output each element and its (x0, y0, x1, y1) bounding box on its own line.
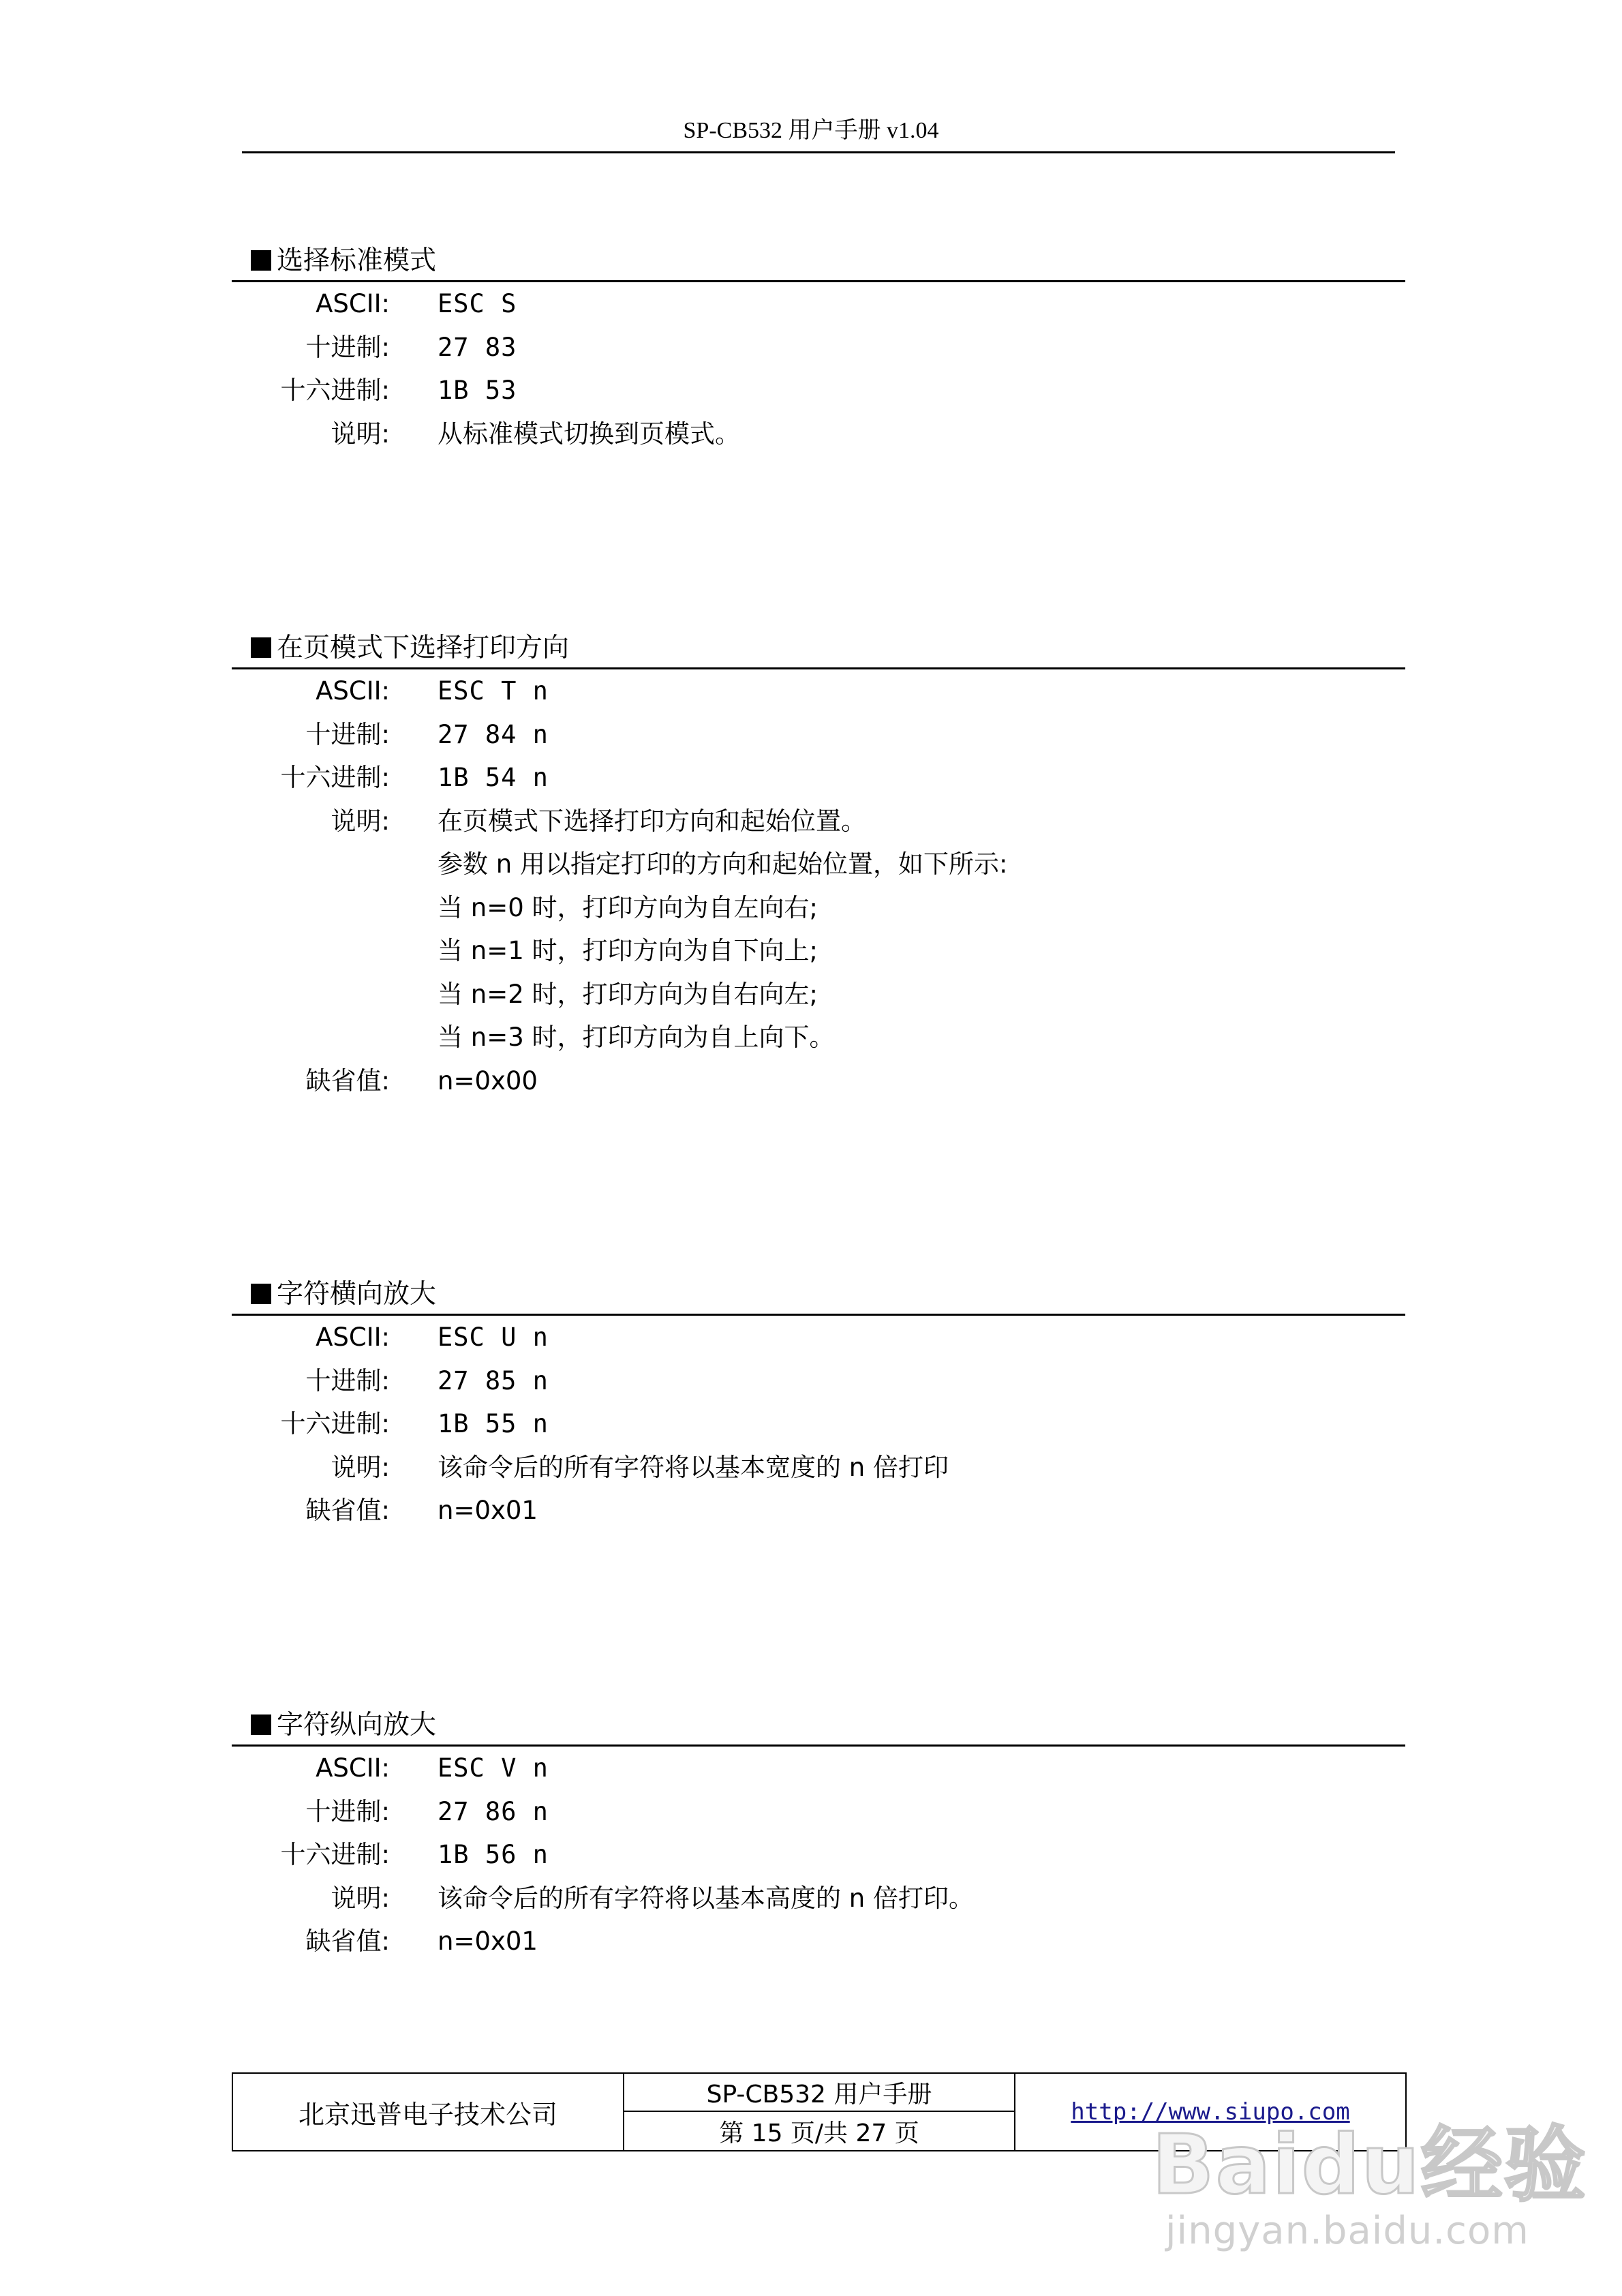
row-value: ESC U n (438, 1323, 549, 1352)
section-page-mode-print-direction (232, 631, 1405, 1102)
row-label: 十进制: (305, 1796, 390, 1826)
row-value: 1B 55 n (438, 1409, 549, 1438)
section-title: 在页模式下选择打印方向 (277, 633, 570, 663)
row-label: 缺省值: (305, 1496, 390, 1525)
hex-row (232, 1402, 1405, 1446)
decimal-row (232, 1359, 1405, 1403)
row-label: 十六进制: (280, 1840, 390, 1869)
footer-page-number: 第 15 页/共 27 页 (719, 2119, 919, 2147)
header-title: SP-CB532 用户手册 v1.04 (683, 118, 939, 143)
ascii-row (232, 669, 1405, 713)
watermark-brand: Baidu经验 (1152, 2118, 1587, 2213)
square-bullet-icon (251, 1284, 271, 1304)
row-value: 1B 56 n (438, 1840, 549, 1869)
description-row (232, 1877, 1405, 1920)
row-value: 从标准模式切换到页模式。 (438, 419, 740, 449)
square-bullet-icon (251, 250, 271, 271)
row-label: 说明: (331, 419, 390, 449)
row-value: 27 85 n (438, 1365, 549, 1395)
row-value: 在页模式下选择打印方向和起始位置。 (438, 806, 866, 836)
row-label: ASCII: (316, 1323, 390, 1352)
row-label: ASCII: (316, 1753, 390, 1783)
row-value: 27 83 (438, 332, 517, 362)
row-value: 27 84 n (438, 719, 549, 749)
row-value: ESC T n (438, 676, 549, 706)
row-value: ESC V n (438, 1753, 549, 1783)
decimal-row (232, 713, 1405, 757)
description-row (232, 1446, 1405, 1490)
row-label: 说明: (331, 1883, 390, 1913)
description-line (232, 929, 1405, 973)
footer-manual-title: SP-CB532 用户手册 (624, 2074, 1014, 2112)
section-title: 字符纵向放大 (277, 1710, 437, 1740)
default-value-row (232, 1920, 1405, 1963)
default-value-row (232, 1489, 1405, 1532)
ascii-row (232, 282, 1405, 326)
row-value: n=0x01 (438, 1927, 538, 1956)
row-label: 十六进制: (280, 763, 390, 792)
description-line (232, 973, 1405, 1016)
footer-manual-cell (624, 2074, 1015, 2150)
row-label: 说明: (331, 806, 390, 836)
hex-row (232, 756, 1405, 800)
row-value: 当 n=2 时，打印方向为自右向左; (438, 979, 818, 1009)
decimal-row (232, 326, 1405, 369)
footer-company: 北京迅普电子技术公司 (233, 2074, 624, 2150)
hex-row (232, 369, 1405, 412)
row-value: 27 86 n (438, 1796, 549, 1826)
row-label: 十进制: (305, 332, 390, 362)
row-label: 缺省值: (305, 1927, 390, 1956)
default-value-row (232, 1059, 1405, 1103)
footer-url-link[interactable]: http://www.siupo.com (1071, 2098, 1350, 2126)
row-value: 当 n=3 时，打印方向为自上向下。 (438, 1023, 835, 1052)
description-line (232, 843, 1405, 886)
baidu-watermark (1152, 2100, 1615, 2263)
row-label: 十六进制: (280, 376, 390, 405)
description-line (232, 1016, 1405, 1059)
row-value: 当 n=0 时，打印方向为自左向右; (438, 892, 818, 922)
row-label: 十进制: (305, 719, 390, 749)
section-heading (232, 1277, 1405, 1312)
square-bullet-icon (251, 637, 271, 658)
section-vertical-enlarge (232, 1708, 1405, 1963)
section-title: 字符横向放大 (277, 1279, 437, 1310)
ascii-row (232, 1747, 1405, 1790)
row-label: 说明: (331, 1452, 390, 1482)
section-title: 选择标准模式 (277, 245, 437, 276)
row-value: 该命令后的所有字符将以基本宽度的 n 倍打印 (438, 1452, 949, 1482)
section-heading (232, 1708, 1405, 1743)
description-row (232, 800, 1405, 843)
row-value: ESC S (438, 289, 517, 318)
square-bullet-icon (251, 1715, 271, 1735)
hex-row (232, 1833, 1405, 1877)
description-row (232, 412, 1405, 456)
decimal-row (232, 1790, 1405, 1834)
row-value: n=0x01 (438, 1496, 538, 1525)
header-rule (242, 151, 1395, 153)
row-label: ASCII: (316, 289, 390, 318)
section-heading (232, 631, 1405, 666)
description-line (232, 886, 1405, 930)
row-label: 缺省值: (305, 1066, 390, 1096)
row-value: 1B 53 (438, 376, 517, 405)
ascii-row (232, 1316, 1405, 1359)
watermark-site: jingyan.baidu.com (1165, 2209, 1529, 2253)
row-label: 十进制: (305, 1365, 390, 1395)
row-label: 十六进制: (280, 1409, 390, 1438)
row-value: 该命令后的所有字符将以基本高度的 n 倍打印。 (438, 1883, 974, 1913)
section-horizontal-enlarge (232, 1277, 1405, 1532)
row-value: 当 n=1 时，打印方向为自下向上; (438, 936, 818, 965)
row-value: n=0x00 (438, 1066, 538, 1096)
section-heading (232, 243, 1405, 279)
row-label: ASCII: (316, 676, 390, 706)
row-value: 1B 54 n (438, 763, 549, 792)
row-value: 参数 n 用以指定打印的方向和起始位置，如下所示: (438, 849, 1008, 879)
section-select-standard-mode (232, 243, 1405, 455)
